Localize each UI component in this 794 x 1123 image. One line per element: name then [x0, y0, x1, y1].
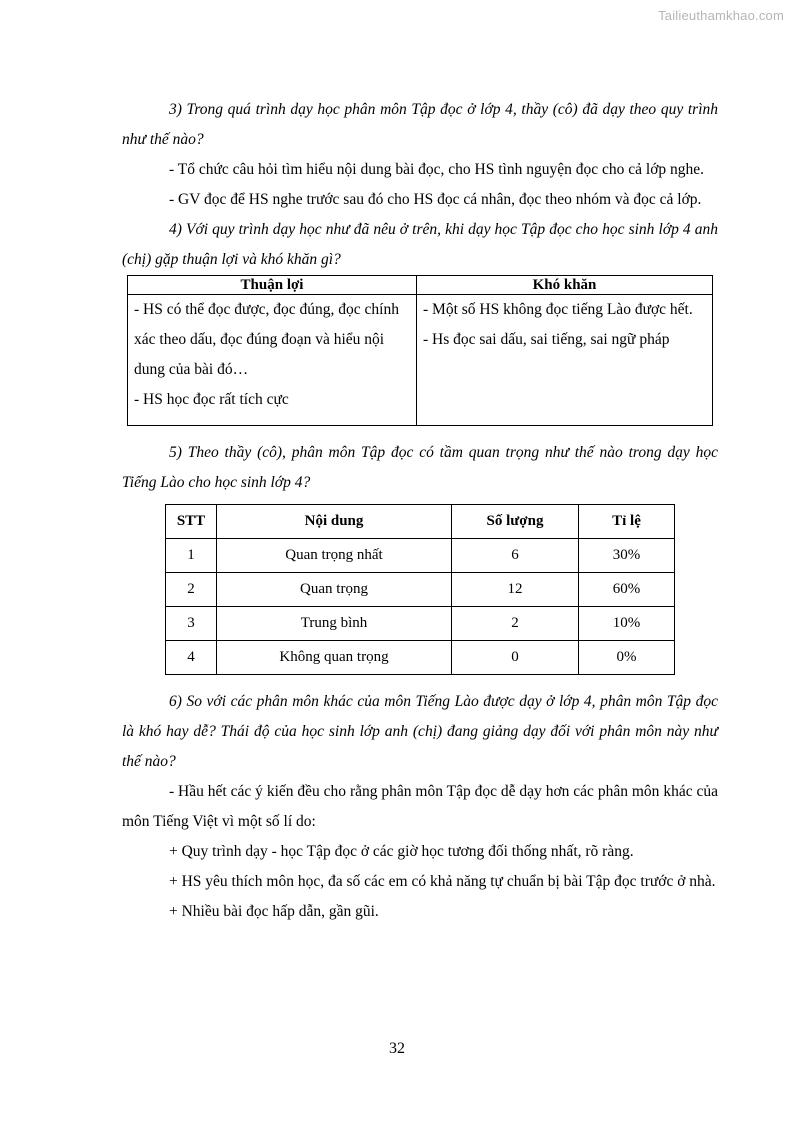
difficulties-cell [417, 295, 713, 426]
cell-stt: 2 [166, 573, 217, 607]
answer-6-2: + Quy trình dạy - học Tập đọc ở các giờ học tương đối thống nhất, rõ ràng. [169, 843, 634, 860]
header-difficulties: Khó khăn [417, 276, 713, 295]
table-row [166, 641, 675, 675]
cell-count: 0 [452, 641, 579, 675]
cell-ratio: 60% [579, 573, 675, 607]
cell-count: 2 [452, 607, 579, 641]
header-content: Nội dung [217, 505, 452, 539]
question-6: 6) So với các phân môn khác của môn Tiếng Lào được dạy ở lớp 4, phân môn Tập đọc là khó hay dễ? Thái độ của học sinh lớp anh (chị) đang giảng dạy đối với phân môn này như thế nào? [122, 693, 718, 770]
table-row [166, 539, 675, 573]
question-3: 3) Trong quá trình dạy học phân môn Tập đọc ở lớp 4, thầy (cô) đã dạy theo quy trình như thế nào? [122, 101, 718, 148]
difficulty-item: - Một số HS không đọc tiếng Lào được hết. [423, 301, 693, 318]
advantage-item: - HS học đọc rất tích cực [134, 391, 289, 408]
importance-table [165, 504, 675, 675]
watermark-text: Tailieuthamkhao.com [658, 8, 784, 23]
cell-stt: 3 [166, 607, 217, 641]
cell-ratio: 30% [579, 539, 675, 573]
question-4: 4) Với quy trình dạy học như đã nêu ở trên, khi dạy học Tập đọc cho học sinh lớp 4 anh (chị) gặp thuận lợi và khó khăn gì? [122, 221, 718, 268]
advantages-cell [128, 295, 417, 426]
page-content [122, 95, 718, 927]
header-advantages: Thuận lợi [128, 276, 417, 295]
cell-stt: 4 [166, 641, 217, 675]
answer-6-4: + Nhiều bài đọc hấp dẫn, gần gũi. [169, 903, 379, 920]
cell-content: Quan trọng nhất [217, 539, 452, 573]
cell-content: Quan trọng [217, 573, 452, 607]
answer-6-1: - Hầu hết các ý kiến đều cho rằng phân môn Tập đọc dễ dạy hơn các phân môn khác của môn Tiếng Việt vì một số lí do: [122, 783, 718, 830]
answer-6-3: + HS yêu thích môn học, đa số các em có khả năng tự chuẩn bị bài Tập đọc trước ở nhà. [169, 873, 716, 890]
table-row [166, 573, 675, 607]
table-row [166, 607, 675, 641]
answer-3-1: - Tổ chức câu hỏi tìm hiểu nội dung bài đọc, cho HS tình nguyện đọc cho cả lớp nghe. [169, 161, 705, 178]
advantages-difficulties-table [127, 275, 713, 426]
page-number: 32 [389, 1040, 405, 1057]
cell-ratio: 0% [579, 641, 675, 675]
header-ratio: Tỉ lệ [579, 505, 675, 539]
question-5: 5) Theo thầy (cô), phân môn Tập đọc có tầm quan trọng như thế nào trong dạy học Tiếng Lào cho học sinh lớp 4? [122, 444, 718, 491]
header-count: Số lượng [452, 505, 579, 539]
cell-ratio: 10% [579, 607, 675, 641]
advantage-item: - HS có thể đọc được, đọc đúng, đọc chính xác theo dấu, đọc đúng đoạn và hiểu nội dung của bài đó… [134, 301, 399, 378]
difficulty-item: - Hs đọc sai dấu, sai tiếng, sai ngữ pháp [423, 331, 670, 348]
cell-count: 6 [452, 539, 579, 573]
header-stt: STT [166, 505, 217, 539]
cell-stt: 1 [166, 539, 217, 573]
answer-3-2: - GV đọc để HS nghe trước sau đó cho HS đọc cá nhân, đọc theo nhóm và đọc cả lớp. [169, 191, 702, 208]
cell-content: Không quan trọng [217, 641, 452, 675]
cell-count: 12 [452, 573, 579, 607]
cell-content: Trung bình [217, 607, 452, 641]
